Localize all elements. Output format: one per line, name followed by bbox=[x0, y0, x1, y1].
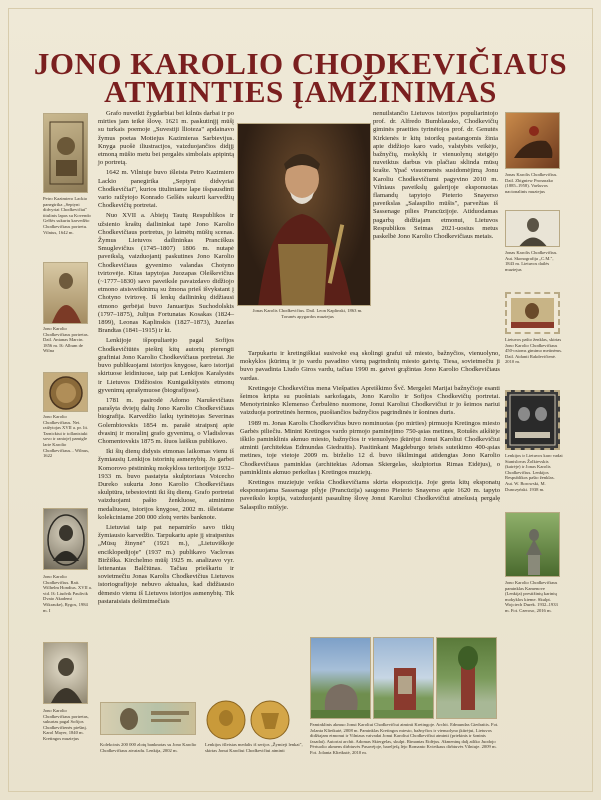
kamionka-monument-image bbox=[505, 512, 560, 577]
memorial-stone-icon bbox=[311, 638, 371, 719]
paragraph: Kretingoje Chodkevičius mena Viešpaties Apreiškimo Švč. Mergelei Marijai bažnyčioje esanti šeimos kripta su puošniais sarkofagais, Jono Karolio ir Sofijos Chodkevičių portretai. Menotyrininko Klemenso Čerbulėno nuomone, Jonui Karoliui Chodkevičiui ir jo šeimos nariui vaizduoja portretinės hermos, puošiančios bažnyčios pagrindinės ir šonines duris. bbox=[240, 384, 500, 417]
paragraph: Nuo XVII a. Abiejų Tautų Respublikos ir užsienio kraštų dailininkai tapė Jono Karolio Chodkevičiaus portretus, jo laimėtų mūšių scenas. Žymus Lietuvos dailininkas Pranciškus Smuglevičius (1745–1807) 1806 m. nutapė paveikslą, vaizduojantį paskutines Jono Karolio Chodkevičiaus gyvenimo valandas Chotyno tvirtovėje. Kitas tapytojas Juozapas Oleškevičius (~1777–1830) savo paveiksle pavaizdavo didžiojo etmono atsisveikinimą su žmona prieš išvykstant į Chotyno tvirtovę. Iš lenkų dailininkų didžiausi etmono gerbėjai buvo Januarijus Suchodolskis (1797–1875), Julijus Fortunatas Kosakas (1824–1899), Leonas Kaplinskis (1827–1873), Juzefas Brandtas (1841–1915) ir kt. bbox=[98, 212, 234, 335]
paragraph: 1781 m. pasirodė Adomo Naruševičiaus parašyta dviejų dalių Jono Karolio Chodkevičiaus biografija. Karvedžio laikų tyrinėtojas Severinas Golembiovskis 1854 m. parašė straipsnį apie dvasinį ir moralinį grafo gyvenimą, o Vladislovas Chomentovskis 1875 m. šiuos laiškus publikavo. bbox=[98, 396, 234, 445]
caption-right-1: Jonas Karolis Chodkevičius. Dail. Zbigniew Pronaszko (1885–1958). Varšuvos nacionalinis muziejus bbox=[505, 172, 558, 194]
paragraph: 1642 m. Vilniuje buvo išleista Petro Kazimiero Lackio panegirika „Septyni didvyriai Chodkevičiai", kurios tituliniame lape išspausdinti vario raižytojo Konrado Gelšės sukurti karvedžių Chodkevičių portretai. bbox=[98, 169, 234, 210]
caption-right-2: Jonas Karolis Chodkevičius. Aut. Skonografija „C.M.", 1843 m. Lietuvos dailės muziejus bbox=[505, 250, 558, 272]
caption-left-4: Jono Karolio Chodkevičius. Rait. Wilhelm Hondius. XVII a. vid. Iš: Liudvik Paulivik Dvaio Akademi Wikrauke), Rygos, 1984 m. I bbox=[43, 574, 92, 613]
monument-front-icon bbox=[374, 638, 434, 719]
text-column-left bbox=[98, 110, 234, 608]
monument-side-photo bbox=[436, 637, 497, 719]
hondius-engraving-image bbox=[43, 508, 88, 570]
panegyric-title-page-image bbox=[43, 113, 88, 193]
caption-right-5: Jono Karolio Chodkevičiaus paminklas Kamenove (Lenkija) prestižinių karinių mokyklos kieme. Skulpt. Wojciech Durek. 1932–1933 m. Fot. Czeroso, 2016 m. bbox=[505, 580, 558, 613]
paragraph: Tarpukariu ir kretingiškiai susivokė esą skolingi grafui už miesto, bažnyčios, vienuolyno, mokyklos įkūrimą ir jo vardu pavadino vieną pagrindinių miesto gatvių. Tiesa, sovietmečiu ji buvo pavadinta Liudo Giros vardu, tačiau 1990 m. gatvei grąžintas Jono Karolio Chodkevičiaus vardas. bbox=[240, 350, 500, 382]
caption-right-3: Lietuvos pašto ženklas, skirtas Jono Karolio Chodkevičiaus 450-osioms gimimo metinėms. Dail. Aidanti Rakdevičienė. 2010 m. bbox=[505, 337, 563, 365]
portrait-figure-icon bbox=[44, 263, 88, 324]
caption-bottom-3: Paminklinis akmuo Jonui Karoliui Chodkevičiui atminti Kretingoje. Archit. Edmundas Giedraitis. Fot. Jolanta Klietkutė, 2008 m. Paminklas Kretingos miesto, bažnyčios ir vienuolyno įkūrėjui, Lietuvos didžiajam etmonui ir Vilniaus vaivadai Jonui Karoliui Chodkevičiui atminti (priekinis ir šoninis fasadai). Autoriai archit. Adomas Skiergelas, skulpt. Rimantas Eidėjus. Akmeninę dalį atliko Juodojo Pėrtuolio akmens dirbtuvės Pasavėjoje, bareljefą lėjo Romanto Kvietkaus dirbtuvės Vilniuje. 2009 m. Fot. Jolanta Klietkutė, 2010 m. bbox=[310, 722, 499, 755]
lithuanian-stamp-image bbox=[505, 292, 560, 334]
memorial-stone-photo bbox=[310, 637, 371, 719]
paragraph: Kretingos muziejuje veikia Chodkevičiams skirta ekspozicija. Joje greta kitų eksponatų eksponuojama Sassenage pilyje (Prancūzija) saugomo Pieterio Snayerso apie 1620 m. tapyto paveikslo kopija, vaizduojanti pasaulinę šlovę Jonui Karoliui Chodkevičiui atnešusią pergalę Salaspilio mūšyje. bbox=[240, 479, 500, 511]
equestrian-icon bbox=[506, 113, 560, 169]
caption-left-3: Jono Karolio Chodkevičiaus. Nei. raižytojas XVII a. pr. lit. Tarnickiui ir tollanisiuki sovo ir ranioje) pamigle larie Karolio Chodkevičiaus... Wilnus, 1622 bbox=[43, 414, 90, 459]
marcin-portrait-image bbox=[43, 262, 88, 324]
oval-portrait-icon bbox=[44, 509, 88, 570]
monument-front-photo bbox=[373, 637, 434, 719]
pronaszko-painting-image bbox=[505, 112, 560, 169]
caption-right-4: Lenkijos ir Lietuvos karo vadai Stanislovas Žolkievskis (kairėje) ir Jonas Karolis Chodkevičius. Lenkijos Respublikos pašto ženklas. Aut. W. Borowski, M. Dunczyński. 1938 m. bbox=[505, 453, 563, 492]
banknote-icon bbox=[101, 703, 196, 735]
paragraph: nenuilstančio Lietuvos istorijos populiarintojo prof. dr. Alfredo Bumblausko, Chodkevičių giminės praeities tyrinėtojos prof. dr. Genutės Kirkienės ir kitų istorikų pastangomis žinia apie didžiojo karo vado, valstybės veikėjo, bažnyčių, mokyklų ir vienuolynų steigėjo nuveiktus darbus vis plačiau sklinda mūsų krašte. Ypač visuomenės susidomėjimą Jonu Karoliu Chodkevičiumi pagyvino 2010 m. Vilniaus paveikslų galerijoje eksponuotas flamandų tapytojo Pieterio Snayerso paveikslas „Salaspilio mūšis", parvežtas iš Sassenage pilies Prancūzijoje. Atiduodamas pagarbą didžiajam etmonui, Lietuvos Respublikos Seimas 2021-uosius metus paskelbė Jono Karolio Chodkevičiaus metais. bbox=[373, 110, 498, 241]
paragraph: Grafo nuveikti žygdarbiai bei kilnūs darbai ir po mirties jam teikė šlovę. 1621 m. paskutinįjį mūšį su turkais poemoje „Suvestiji llioteza" apdainavo žymus poetas Motiejus Kazimieras Sarbievijus. Knyga puošė iliustracijos, vaizduojančios didįjį etmoną mūšio metu bei pergalės simbolais apipintą jo portretą. bbox=[98, 110, 234, 167]
polish-stamp-image bbox=[505, 390, 560, 450]
caption-bottom-1: Kolekcinis 200 000 zlotų banknotas su Jono Karolio Chodkevičiaus atvaizdu. Lenkija, 2002 m. bbox=[100, 742, 197, 753]
title-line-2: ATMINTIES ĮAMŽINIMAS bbox=[104, 74, 497, 109]
caption-left-2: Jono Karolio Chodkevičiaus portretas. Dail. Antanas Marcin. 1856 m. Iš: Album de Wilna bbox=[43, 326, 89, 354]
caption-left-5: Jono Karolio Chodkevičiaus portretas, sukurtas pagal Sofijos Chodkevičienės piešinį. Karol Mayer, 1840 m. Kretingos muziejus bbox=[43, 708, 89, 741]
paragraph: Lenkijoje išpopuliarėjo pagal Sofijos Chodkevičiūtės piešinį kitų autorių pierengti grafiniai Jono Karolio Chodkevičiaus portretai. Jie buvo publikuojami istorijos knygose, karo istorijai skirtuose leidiniuose, taip pat Lenkijos Karalystės ir Lietuvos Didžiosios Kunigaikštystės etmonų gyvenimų aprašymuose (biografijose). bbox=[98, 337, 234, 394]
lithograph-portrait-icon bbox=[44, 643, 88, 704]
text-column-right bbox=[240, 350, 500, 514]
postage-stamp-icon bbox=[507, 294, 558, 332]
caption-center-portrait: Jonas Karolis Chodkevičius. Dail. Leon Kaplinski, 1863 m. Torunės apygardos muziejus bbox=[252, 308, 363, 319]
sketch-portrait-icon bbox=[506, 211, 560, 247]
hetman-portrait-icon bbox=[238, 124, 371, 306]
engraved-medallion-image bbox=[43, 372, 88, 412]
caption-bottom-2: Lenkijos išleistas medalis iš serijos „Žymieji lenkai", skirtas Jonui Karoliui Chodkevičiui atminti bbox=[205, 742, 303, 753]
mayer-portrait-image bbox=[43, 642, 88, 704]
text-column-right-top bbox=[373, 110, 498, 243]
banknote-image bbox=[100, 702, 196, 735]
central-portrait-image bbox=[237, 123, 371, 306]
commemorative-medal-image bbox=[205, 699, 293, 741]
medallion-icon bbox=[44, 373, 88, 412]
statue-icon bbox=[506, 513, 560, 577]
medal-icon bbox=[205, 699, 293, 741]
paragraph: Lietuviai taip pat nepamiršo savo tikių žymiausio karvedžio. Tarpukariu apie jį straipsnius „Mūsų žinynė" (1921 m.), „Lietuviškoje enciklopedijoje" (1937 m.) publikavo Vaclovas Biržiška. Kirchelmo mūšį 1925 m. analizavo vyr. leitenantas Balčiūnas. Tačiau prieškariu ir sovietmečiu Jonas Karolis Chodkevičius Lietuvos istoriografijoje nebuvo aktualus, kad didžiausio dėmesio vienu iš Lietuvos istorijos asmenybių. Tik pastaraisiais dešimtmečiais bbox=[98, 523, 234, 605]
monument-side-icon bbox=[437, 638, 497, 719]
title-line-1: JONO KAROLIO CHODKEVIČIAUS bbox=[33, 46, 568, 81]
engraving-icon bbox=[44, 114, 88, 193]
paragraph: Iki šių dienų didysis etmonas laikomas vienu iš žymiausių Lenkijos istorinių asmenybių. Jo garbei Komorovo pėstininkų mokykloss teritorijoje 1932–1933 m. buvo pastatyta skulptoriaus Voicecho Dureko sukurta Jono Karolio Chodkevičiaus skulptūra, tebestovinti iki šių dienų. Grafo portretai vaizduojami pašto ženkluose, atminimo medaliuose, istorijos knygose, 2002 m. išleistame kolekciniame 200 000 zlotų vertės banknote. bbox=[98, 448, 234, 521]
lithograph-c-m-image bbox=[505, 210, 560, 247]
polish-stamp-icon bbox=[507, 392, 558, 448]
caption-left-1: Petro Kazimiero Lackio panegirika „Septyni didvyriai Chodkevičiai" titulinis lapas su Kovendo Gelšės sukurtu karvedžio Chodkevičiaus portretu. Vilnius, 1642 m. bbox=[43, 196, 91, 235]
paragraph: 1989 m. Jonas Karolis Chodkevičius buvo nominuotas (po mirties) pirmuoju Kretingos miesto Garbės piliečiu. Minint Kretingos vardo pirmojo paminėjimo 750-ąsias metines, Rotušės aikštėje iškilo paminklinis akmuo miesto, bažnyčios ir vienuolyno įkūrėjui Jonui Karoliui Chodkevičiui atminti (architektas Edmundas Giedraitis). Pasitinkant Magdeburgo teisės suteikimo 400-ąsias metines, toje vietoje 2009 m. birželio 12 d. buvo iškilmingai atidengtas Jono Karolio Chodkevičiaus paminklas (architektas Adomas Skiergelas, skulptorius Rimas Eidėjus), o paminklinis akmuo perkeltas į Kretingos muziejų. bbox=[240, 419, 500, 476]
